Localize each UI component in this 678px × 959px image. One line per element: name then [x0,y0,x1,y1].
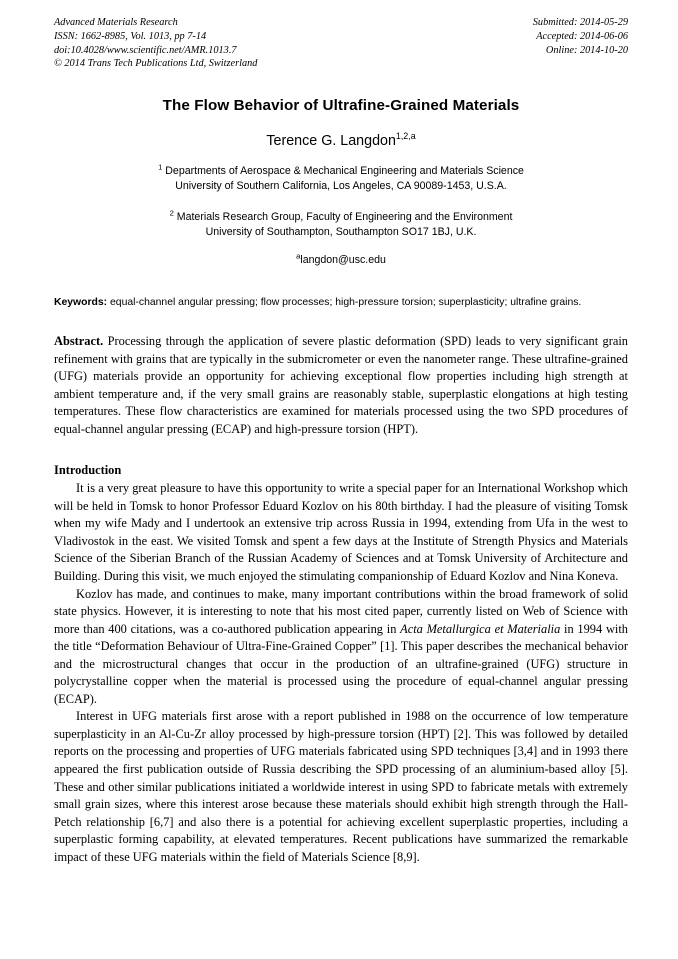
journal-doi: doi:10.4028/www.scientific.net/AMR.1013.7 [54,44,237,56]
author-affiliation-marks: 1,2,a [395,131,416,142]
journal-copyright: © 2014 Trans Tech Publications Ltd, Switzerland [54,58,258,70]
abstract-block [54,333,628,438]
affiliation-2-line-2: University of Southampton, Southampton SO17 1BJ, U.K. [205,225,477,238]
section-heading-introduction: Introduction [54,463,122,478]
introduction-paragraph-2 [54,586,628,709]
author-name: Terence G. Langdon [266,133,396,150]
online-date: Online: 2014-10-20 [545,44,628,56]
email-mark: a [296,251,301,261]
journal-name: Advanced Materials Research [54,17,178,28]
submitted-date: Submitted: 2014-05-29 [532,17,628,28]
keywords-block [54,296,628,311]
journal-header [54,16,628,71]
accepted-date: Accepted: 2014-06-06 [536,30,628,42]
journal-issn-volume: ISSN: 1662-8985, Vol. 1013, pp 7-14 [54,30,207,42]
author-email [54,251,628,267]
affiliation-1-line-1 [54,164,628,179]
introduction-paragraph-2-part2: in 1994 with the title “Deformation Behaviour of Ultra-Fine-Grained Copper” [1]. This paper describes the mechanical behavior and the microstructural changes that occur in the production of an ultrafine-grained (UFG) structure in polycrystalline copper when the material is processed using the procedure of equal-channel angular pressing (ECAP). [54,621,628,706]
affiliation-1-mark: 1 [158,162,163,172]
author-line [54,133,628,149]
affiliation-1-line-2: University of Southern California, Los Angeles, CA 90089-1453, U.S.A. [175,180,507,193]
journal-header-left [54,16,257,71]
page-title: The Flow Behavior of Ultrafine-Grained Materials [162,97,520,115]
abstract-label: Abstract. [54,333,104,348]
journal-citation-italic: Acta Metallurgica et Materialia [400,621,561,636]
affiliation-1 [54,164,628,195]
introduction-paragraph-1: It is a very great pleasure to have this opportunity to write a special paper for an International Workshop which will be held in Tomsk to honor Professor Eduard Kozlov on his 80th birthday. I had the pleasure of visiting Tomsk when my wife Mady and I undertook an extensive trip across Russia in 1994, extending from Ufa in the west to Vladivostok in the east. We visited Tomsk and spent a few days at the Institute of Strength Physics and Materials Science of the Siberian Branch of the Russian Academy of Sciences and at Tomsk University of Architecture and Building. During this visit, we much enjoyed the stimulating companionship of Eduard Kozlov and Nina Koneva. [54,481,628,583]
affiliation-1-department: Departments of Aerospace & Mechanical Engineering and Materials Science [165,165,524,178]
affiliation-2-line-1 [54,210,628,225]
affiliation-2-mark: 2 [169,208,174,218]
introduction-paragraph-2-part1: Kozlov has made, and continues to make, many important contributions within the broad framework of solid state physics. However, it is interesting to note that his most cited paper, currently listed on Web of Science with more than 400 citations, was a co-authored publication appearing in [54,586,628,636]
keywords-label: Keywords: [54,297,108,309]
affiliation-2 [54,210,628,241]
affiliation-2-department: Materials Research Group, Faculty of Engineering and the Environment [176,210,513,223]
keywords-text: equal-channel angular pressing; flow processes; high-pressure torsion; superplasticity; ultrafine grains. [107,297,582,309]
email-address: langdon@usc.edu [300,254,386,267]
introduction-paragraph-3: Interest in UFG materials first arose with a report published in 1988 on the occurrence of low temperature superplasticity in an Al-Cu-Zr alloy processed by high-pressure torsion (HPT) [2]. This was followed by detailed reports on the processing and properties of UFG materials fabricated using SPD techniques [3,4] and in 1993 there appeared the first publication outside of Russia describing the SPD processing of an aluminium-based alloy [5]. These and other similar publications initiated a worldwide interest in using SPD to fabricate metals with extremely small grain sizes, where this interest arose because these materials should exhibit high strength through the Hall-Petch relationship [6,7] and also there is a potential for achieving excellent superplastic properties, including a superplastic forming capability, at elevated temperatures. Recent publications have summarized the remarkable impact of these UFG materials within the field of Materials Science [8,9]. [54,709,628,864]
abstract-text: Processing through the application of severe plastic deformation (SPD) leads to very significant grain refinement with grains that are typically in the submicrometer or even the nanometer range. These ultrafine-grained (UFG) materials provide an opportunity for achieving exceptional flow properties including high strength at ambient temperature and, if the very small grains are reasonably stable, superplastic elongations at high testing temperatures. These flow characteristics are examined for materials processed using the two SPD procedures of equal-channel angular pressing (ECAP) and high-pressure torsion (HPT). [54,333,628,436]
journal-header-right [533,16,628,57]
